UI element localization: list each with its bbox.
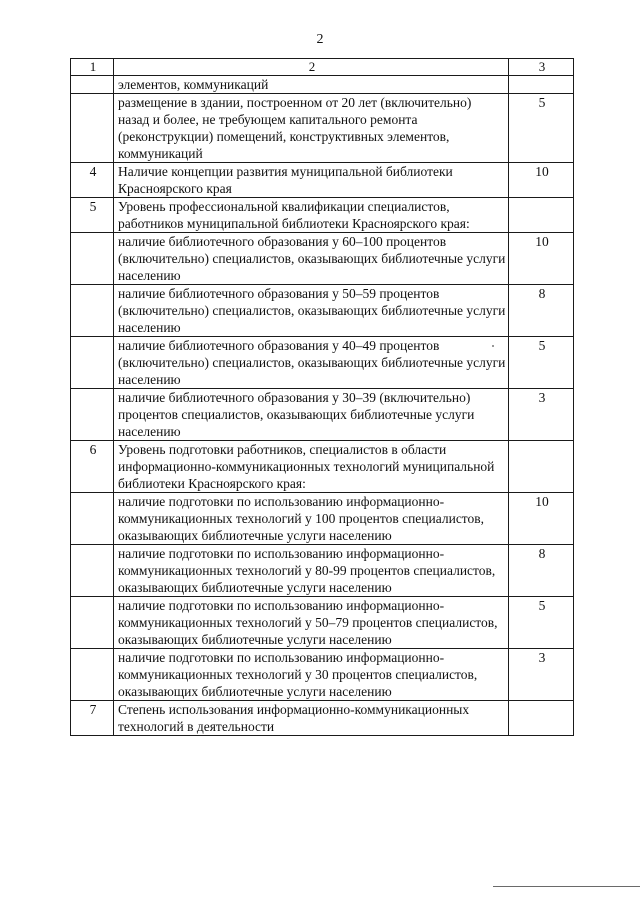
column-header-score: 3 [509,59,574,76]
row-criterion-cell: размещение в здании, построенном от 20 лет (включительно) назад и более, не требующем капитального ремонта (реконструкции) помещений, конструктивных элементов, коммуникаций [114,94,509,163]
row-number-cell [71,389,114,441]
row-score-cell: 3 [509,649,574,701]
row-number-cell: 6 [71,441,114,493]
row-score-cell: 10 [509,493,574,545]
row-criterion-cell: Уровень профессиональной квалификации специалистов, работников муниципальной библиотеки Красноярского края: [114,198,509,233]
row-number-cell [71,285,114,337]
table-row [71,198,574,233]
row-number-cell [71,545,114,597]
row-number-cell [71,233,114,285]
table-row [71,94,574,163]
table-row [71,649,574,701]
table-row [71,233,574,285]
row-score-cell: 5 [509,337,574,389]
row-number-cell: 5 [71,198,114,233]
table-row [71,163,574,198]
table-row [71,76,574,94]
row-score-cell [509,441,574,493]
row-number-cell [71,597,114,649]
table-row [71,597,574,649]
row-criterion-cell: Уровень подготовки работников, специалистов в области информационно-коммуникационных технологий муниципальной библиотеки Красноярского края: [114,441,509,493]
column-header-number: 1 [71,59,114,76]
row-criterion-cell: наличие подготовки по использованию информационно-коммуникационных технологий у 100 процентов специалистов, оказывающих библиотечные услуги населению [114,493,509,545]
row-criterion-cell: наличие подготовки по использованию информационно-коммуникационных технологий у 80-99 процентов специалистов, оказывающих библиотечные услуги населению [114,545,509,597]
row-criterion-cell: наличие библиотечного образования у 40–49 процентов (включительно) специалистов, оказывающих библиотечные услуги населению [114,337,509,389]
criteria-table [70,58,574,736]
table-row [71,285,574,337]
row-number-cell [71,76,114,94]
row-score-cell [509,701,574,736]
table-row [71,493,574,545]
row-score-cell: 5 [509,597,574,649]
column-header-criterion: 2 [114,59,509,76]
table-row [71,337,574,389]
row-score-cell [509,198,574,233]
page-number: 2 [316,32,324,47]
row-criterion-cell: наличие подготовки по использованию информационно-коммуникационных технологий у 30 процентов специалистов, оказывающих библиотечные услуги населению [114,649,509,701]
scan-speck [492,345,494,347]
row-criterion-cell: наличие подготовки по использованию информационно-коммуникационных технологий у 50–79 процентов специалистов, оказывающих библиотечные услуги населению [114,597,509,649]
row-number-cell [71,337,114,389]
row-number-cell: 7 [71,701,114,736]
table-row [71,701,574,736]
row-criterion-cell: Наличие концепции развития муниципальной библиотеки Красноярского края [114,163,509,198]
row-number-cell [71,649,114,701]
table-header-row [71,59,574,76]
row-number-cell [71,94,114,163]
row-criterion-cell: наличие библиотечного образования у 50–59 процентов (включительно) специалистов, оказывающих библиотечные услуги населению [114,285,509,337]
table-row [71,441,574,493]
table-row [71,389,574,441]
row-criterion-cell: Степень использования информационно-коммуникационных технологий в деятельности [114,701,509,736]
row-number-cell: 4 [71,163,114,198]
row-criterion-cell: наличие библиотечного образования у 30–39 (включительно) процентов специалистов, оказывающих библиотечные услуги населению [114,389,509,441]
row-score-cell: 10 [509,163,574,198]
row-score-cell: 8 [509,285,574,337]
row-score-cell [509,76,574,94]
row-score-cell: 5 [509,94,574,163]
table-row [71,545,574,597]
row-criterion-cell: элементов, коммуникаций [114,76,509,94]
row-number-cell [71,493,114,545]
row-score-cell: 3 [509,389,574,441]
row-score-cell: 8 [509,545,574,597]
row-criterion-cell: наличие библиотечного образования у 60–100 процентов (включительно) специалистов, оказывающих библиотечные услуги населению [114,233,509,285]
scan-edge-line [493,886,640,887]
row-score-cell: 10 [509,233,574,285]
